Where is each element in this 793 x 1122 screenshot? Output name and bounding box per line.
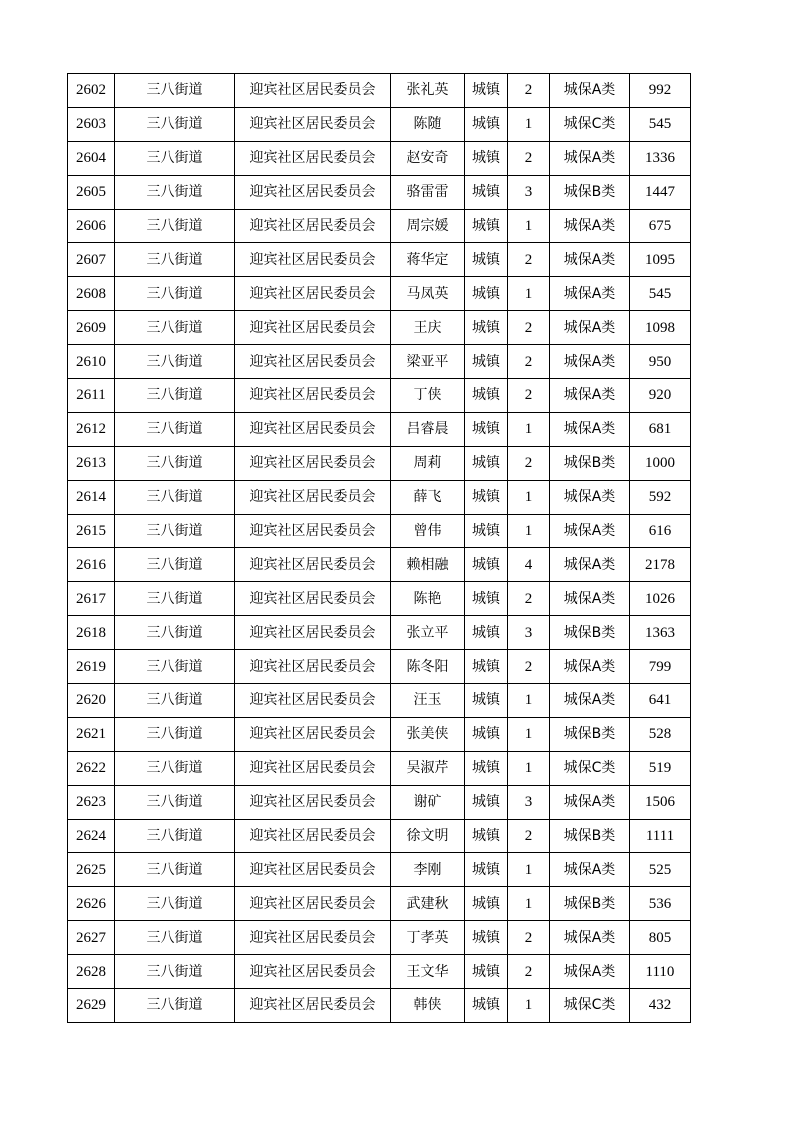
cell-committee: 迎宾社区居民委员会 [235,989,391,1023]
cell-amount: 2178 [630,548,691,582]
cell-amount: 950 [630,345,691,379]
table-row [68,446,691,480]
cell-street: 三八街道 [115,175,235,209]
cell-id: 2628 [68,955,115,989]
cell-committee: 迎宾社区居民委员会 [235,311,391,345]
cell-amount: 1363 [630,616,691,650]
cell-count: 2 [508,74,550,108]
cell-count: 4 [508,548,550,582]
cell-id: 2617 [68,582,115,616]
table-row [68,514,691,548]
table-row [68,277,691,311]
cell-name: 丁侠 [391,379,465,413]
cell-category: 城保B类 [550,446,630,480]
cell-count: 1 [508,277,550,311]
cell-category: 城保A类 [550,650,630,684]
table-row [68,989,691,1023]
cell-id: 2620 [68,684,115,718]
cell-street: 三八街道 [115,616,235,650]
cell-category: 城保A类 [550,209,630,243]
table-row [68,243,691,277]
table-row [68,717,691,751]
cell-category: 城保A类 [550,582,630,616]
cell-count: 2 [508,921,550,955]
cell-area: 城镇 [465,141,508,175]
cell-category: 城保C类 [550,107,630,141]
cell-category: 城保A类 [550,379,630,413]
cell-committee: 迎宾社区居民委员会 [235,379,391,413]
cell-id: 2614 [68,480,115,514]
cell-street: 三八街道 [115,209,235,243]
cell-name: 张美侠 [391,717,465,751]
cell-name: 周宗媛 [391,209,465,243]
cell-amount: 675 [630,209,691,243]
table-row [68,107,691,141]
cell-category: 城保C类 [550,989,630,1023]
cell-amount: 1111 [630,819,691,853]
table-row [68,616,691,650]
cell-category: 城保A类 [550,277,630,311]
cell-id: 2624 [68,819,115,853]
cell-name: 赵安奇 [391,141,465,175]
table-row [68,751,691,785]
cell-category: 城保B类 [550,887,630,921]
cell-amount: 992 [630,74,691,108]
cell-count: 2 [508,243,550,277]
cell-committee: 迎宾社区居民委员会 [235,616,391,650]
cell-street: 三八街道 [115,311,235,345]
cell-street: 三八街道 [115,480,235,514]
cell-area: 城镇 [465,582,508,616]
cell-name: 曾伟 [391,514,465,548]
cell-amount: 1026 [630,582,691,616]
cell-area: 城镇 [465,74,508,108]
cell-category: 城保A类 [550,311,630,345]
cell-count: 3 [508,616,550,650]
cell-area: 城镇 [465,412,508,446]
cell-amount: 1110 [630,955,691,989]
cell-street: 三八街道 [115,819,235,853]
cell-amount: 525 [630,853,691,887]
cell-name: 骆雷雷 [391,175,465,209]
cell-count: 2 [508,379,550,413]
cell-id: 2625 [68,853,115,887]
cell-amount: 1447 [630,175,691,209]
cell-name: 谢矿 [391,785,465,819]
cell-count: 3 [508,785,550,819]
cell-count: 1 [508,412,550,446]
table-row [68,819,691,853]
cell-street: 三八街道 [115,582,235,616]
cell-id: 2613 [68,446,115,480]
cell-count: 1 [508,717,550,751]
cell-id: 2610 [68,345,115,379]
cell-street: 三八街道 [115,277,235,311]
cell-area: 城镇 [465,684,508,718]
cell-area: 城镇 [465,921,508,955]
cell-count: 1 [508,514,550,548]
cell-street: 三八街道 [115,345,235,379]
table-row [68,582,691,616]
cell-id: 2627 [68,921,115,955]
cell-name: 吴淑芹 [391,751,465,785]
cell-area: 城镇 [465,514,508,548]
cell-amount: 616 [630,514,691,548]
cell-street: 三八街道 [115,989,235,1023]
cell-area: 城镇 [465,379,508,413]
cell-id: 2622 [68,751,115,785]
cell-area: 城镇 [465,616,508,650]
cell-street: 三八街道 [115,921,235,955]
cell-id: 2623 [68,785,115,819]
cell-committee: 迎宾社区居民委员会 [235,141,391,175]
table-row [68,887,691,921]
cell-amount: 1000 [630,446,691,480]
cell-area: 城镇 [465,853,508,887]
data-table [67,73,691,1023]
cell-area: 城镇 [465,480,508,514]
cell-area: 城镇 [465,175,508,209]
cell-street: 三八街道 [115,853,235,887]
cell-committee: 迎宾社区居民委员会 [235,107,391,141]
table-row [68,209,691,243]
cell-name: 张立平 [391,616,465,650]
cell-id: 2602 [68,74,115,108]
cell-count: 1 [508,209,550,243]
cell-amount: 1095 [630,243,691,277]
cell-area: 城镇 [465,819,508,853]
cell-amount: 528 [630,717,691,751]
cell-count: 2 [508,446,550,480]
cell-name: 蒋华定 [391,243,465,277]
cell-category: 城保A类 [550,74,630,108]
cell-count: 1 [508,480,550,514]
cell-amount: 1098 [630,311,691,345]
cell-area: 城镇 [465,277,508,311]
cell-street: 三八街道 [115,751,235,785]
cell-name: 王文华 [391,955,465,989]
cell-area: 城镇 [465,209,508,243]
table-row [68,785,691,819]
cell-committee: 迎宾社区居民委员会 [235,209,391,243]
cell-name: 薛飞 [391,480,465,514]
cell-committee: 迎宾社区居民委员会 [235,819,391,853]
table-row [68,311,691,345]
cell-amount: 1506 [630,785,691,819]
cell-name: 丁孝英 [391,921,465,955]
cell-name: 吕睿晨 [391,412,465,446]
table-row [68,548,691,582]
cell-committee: 迎宾社区居民委员会 [235,74,391,108]
cell-committee: 迎宾社区居民委员会 [235,582,391,616]
cell-committee: 迎宾社区居民委员会 [235,785,391,819]
cell-amount: 519 [630,751,691,785]
cell-committee: 迎宾社区居民委员会 [235,345,391,379]
cell-name: 张礼英 [391,74,465,108]
cell-committee: 迎宾社区居民委员会 [235,921,391,955]
cell-amount: 641 [630,684,691,718]
table-body [68,74,691,1023]
cell-street: 三八街道 [115,141,235,175]
cell-area: 城镇 [465,243,508,277]
cell-count: 1 [508,107,550,141]
table-row [68,480,691,514]
cell-committee: 迎宾社区居民委员会 [235,243,391,277]
cell-category: 城保A类 [550,921,630,955]
cell-category: 城保A类 [550,345,630,379]
cell-category: 城保A类 [550,141,630,175]
cell-count: 2 [508,141,550,175]
cell-count: 1 [508,989,550,1023]
cell-committee: 迎宾社区居民委员会 [235,412,391,446]
cell-name: 武建秋 [391,887,465,921]
cell-area: 城镇 [465,446,508,480]
table-row [68,175,691,209]
cell-committee: 迎宾社区居民委员会 [235,446,391,480]
cell-area: 城镇 [465,955,508,989]
cell-name: 王庆 [391,311,465,345]
cell-category: 城保B类 [550,717,630,751]
cell-area: 城镇 [465,650,508,684]
table-row [68,74,691,108]
cell-amount: 799 [630,650,691,684]
cell-committee: 迎宾社区居民委员会 [235,751,391,785]
cell-name: 梁亚平 [391,345,465,379]
cell-street: 三八街道 [115,548,235,582]
cell-amount: 1336 [630,141,691,175]
cell-id: 2609 [68,311,115,345]
cell-street: 三八街道 [115,717,235,751]
cell-category: 城保B类 [550,819,630,853]
cell-committee: 迎宾社区居民委员会 [235,175,391,209]
cell-amount: 920 [630,379,691,413]
cell-category: 城保A类 [550,785,630,819]
cell-name: 赖相融 [391,548,465,582]
cell-committee: 迎宾社区居民委员会 [235,887,391,921]
cell-amount: 432 [630,989,691,1023]
cell-name: 陈艳 [391,582,465,616]
cell-area: 城镇 [465,107,508,141]
cell-amount: 545 [630,107,691,141]
cell-amount: 681 [630,412,691,446]
cell-committee: 迎宾社区居民委员会 [235,277,391,311]
cell-count: 3 [508,175,550,209]
cell-count: 2 [508,345,550,379]
cell-amount: 592 [630,480,691,514]
table-row [68,921,691,955]
cell-count: 2 [508,819,550,853]
cell-count: 1 [508,751,550,785]
cell-category: 城保A类 [550,548,630,582]
cell-street: 三八街道 [115,107,235,141]
cell-category: 城保C类 [550,751,630,785]
cell-street: 三八街道 [115,785,235,819]
cell-name: 汪玉 [391,684,465,718]
table-row [68,379,691,413]
cell-id: 2606 [68,209,115,243]
table-row [68,345,691,379]
cell-street: 三八街道 [115,379,235,413]
cell-amount: 545 [630,277,691,311]
cell-count: 2 [508,311,550,345]
cell-committee: 迎宾社区居民委员会 [235,684,391,718]
cell-id: 2619 [68,650,115,684]
cell-count: 1 [508,684,550,718]
cell-id: 2626 [68,887,115,921]
cell-street: 三八街道 [115,243,235,277]
cell-category: 城保A类 [550,243,630,277]
cell-category: 城保A类 [550,480,630,514]
cell-name: 陈随 [391,107,465,141]
cell-count: 2 [508,955,550,989]
cell-name: 陈冬阳 [391,650,465,684]
cell-area: 城镇 [465,548,508,582]
table-row [68,141,691,175]
table-row [68,853,691,887]
cell-id: 2629 [68,989,115,1023]
cell-committee: 迎宾社区居民委员会 [235,548,391,582]
cell-amount: 536 [630,887,691,921]
cell-street: 三八街道 [115,412,235,446]
cell-category: 城保A类 [550,412,630,446]
table-row [68,412,691,446]
cell-count: 1 [508,887,550,921]
cell-category: 城保A类 [550,684,630,718]
cell-category: 城保A类 [550,514,630,548]
cell-street: 三八街道 [115,650,235,684]
cell-area: 城镇 [465,311,508,345]
table-row [68,955,691,989]
cell-name: 李刚 [391,853,465,887]
cell-committee: 迎宾社区居民委员会 [235,717,391,751]
cell-name: 徐文明 [391,819,465,853]
cell-committee: 迎宾社区居民委员会 [235,514,391,548]
cell-street: 三八街道 [115,955,235,989]
cell-id: 2605 [68,175,115,209]
cell-street: 三八街道 [115,446,235,480]
cell-count: 1 [508,853,550,887]
cell-name: 马凤英 [391,277,465,311]
cell-committee: 迎宾社区居民委员会 [235,853,391,887]
cell-id: 2618 [68,616,115,650]
cell-area: 城镇 [465,785,508,819]
cell-id: 2616 [68,548,115,582]
cell-category: 城保A类 [550,955,630,989]
cell-id: 2612 [68,412,115,446]
cell-committee: 迎宾社区居民委员会 [235,955,391,989]
cell-category: 城保A类 [550,853,630,887]
cell-area: 城镇 [465,345,508,379]
cell-area: 城镇 [465,717,508,751]
table-row [68,684,691,718]
cell-area: 城镇 [465,989,508,1023]
cell-committee: 迎宾社区居民委员会 [235,650,391,684]
cell-count: 2 [508,582,550,616]
cell-area: 城镇 [465,887,508,921]
cell-id: 2615 [68,514,115,548]
cell-amount: 805 [630,921,691,955]
cell-street: 三八街道 [115,887,235,921]
cell-id: 2603 [68,107,115,141]
cell-street: 三八街道 [115,514,235,548]
cell-id: 2608 [68,277,115,311]
table-row [68,650,691,684]
cell-category: 城保B类 [550,175,630,209]
cell-count: 2 [508,650,550,684]
cell-area: 城镇 [465,751,508,785]
cell-name: 周莉 [391,446,465,480]
cell-name: 韩侠 [391,989,465,1023]
cell-category: 城保B类 [550,616,630,650]
cell-id: 2611 [68,379,115,413]
cell-id: 2604 [68,141,115,175]
cell-id: 2607 [68,243,115,277]
cell-id: 2621 [68,717,115,751]
cell-committee: 迎宾社区居民委员会 [235,480,391,514]
cell-street: 三八街道 [115,74,235,108]
cell-street: 三八街道 [115,684,235,718]
